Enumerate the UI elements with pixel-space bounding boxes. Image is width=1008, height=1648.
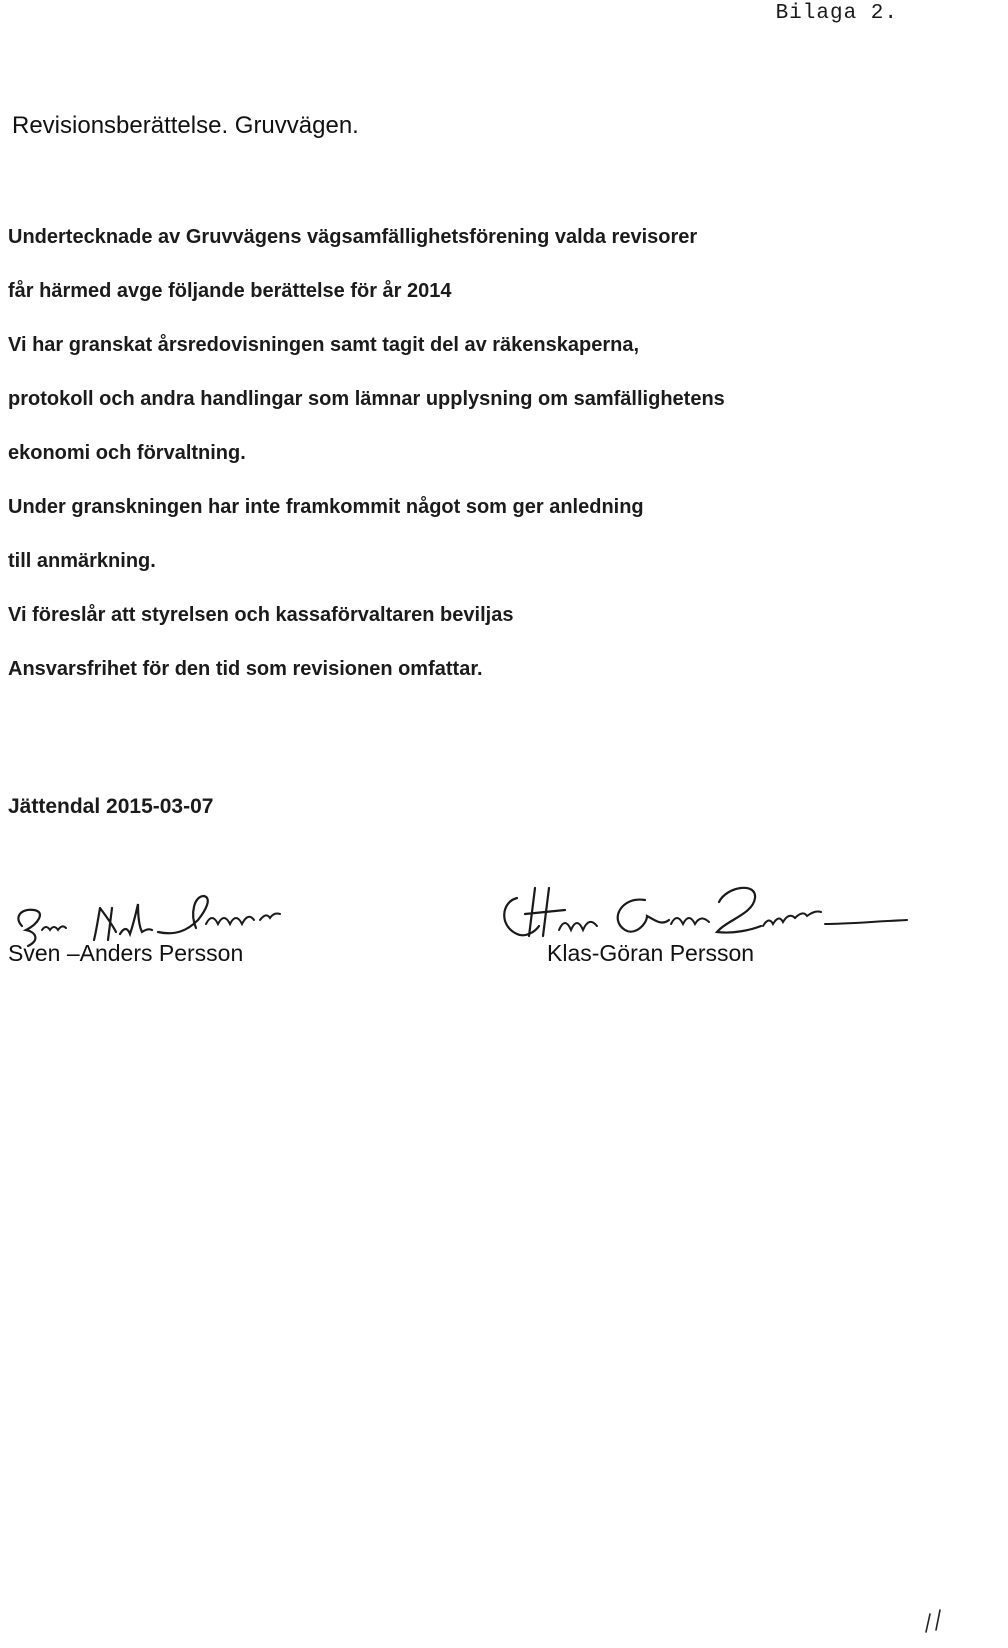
signature-block-sven-anders: [8, 880, 338, 967]
body-line: Vi har granskat årsredovisningen samt tagit del av räkenskaperna,: [8, 334, 640, 356]
body-line: Under granskningen har inte framkommit något som ger anledning: [8, 496, 644, 518]
signatory-name: Klas-Göran Persson: [547, 940, 755, 966]
document-title: Revisionsberättelse. Gruvvägen.: [12, 112, 359, 139]
handwritten-slash-mark-icon: [922, 1608, 952, 1634]
signature-block-klas-goran: [495, 880, 915, 967]
place-date: Jättendal 2015-03-07: [8, 795, 214, 818]
body-line: får härmed avge följande berättelse för år 2014: [8, 280, 452, 302]
body-line: Undertecknade av Gruvvägens vägsamfällighetsförening valda revisorer: [8, 226, 698, 248]
body-line: protokoll och andra handlingar som lämnar upplysning om samfällighetens: [8, 388, 725, 410]
body-line: Vi föreslår att styrelsen och kassaförvaltaren beviljas: [8, 604, 514, 626]
attachment-label: Bilaga 2.: [775, 2, 898, 25]
signatory-name: Sven –Anders Persson: [8, 940, 244, 966]
body-line: Ansvarsfrihet för den tid som revisionen omfattar.: [8, 658, 483, 680]
body-line: till anmärkning.: [8, 550, 156, 572]
body-line: ekonomi och förvaltning.: [8, 442, 246, 464]
